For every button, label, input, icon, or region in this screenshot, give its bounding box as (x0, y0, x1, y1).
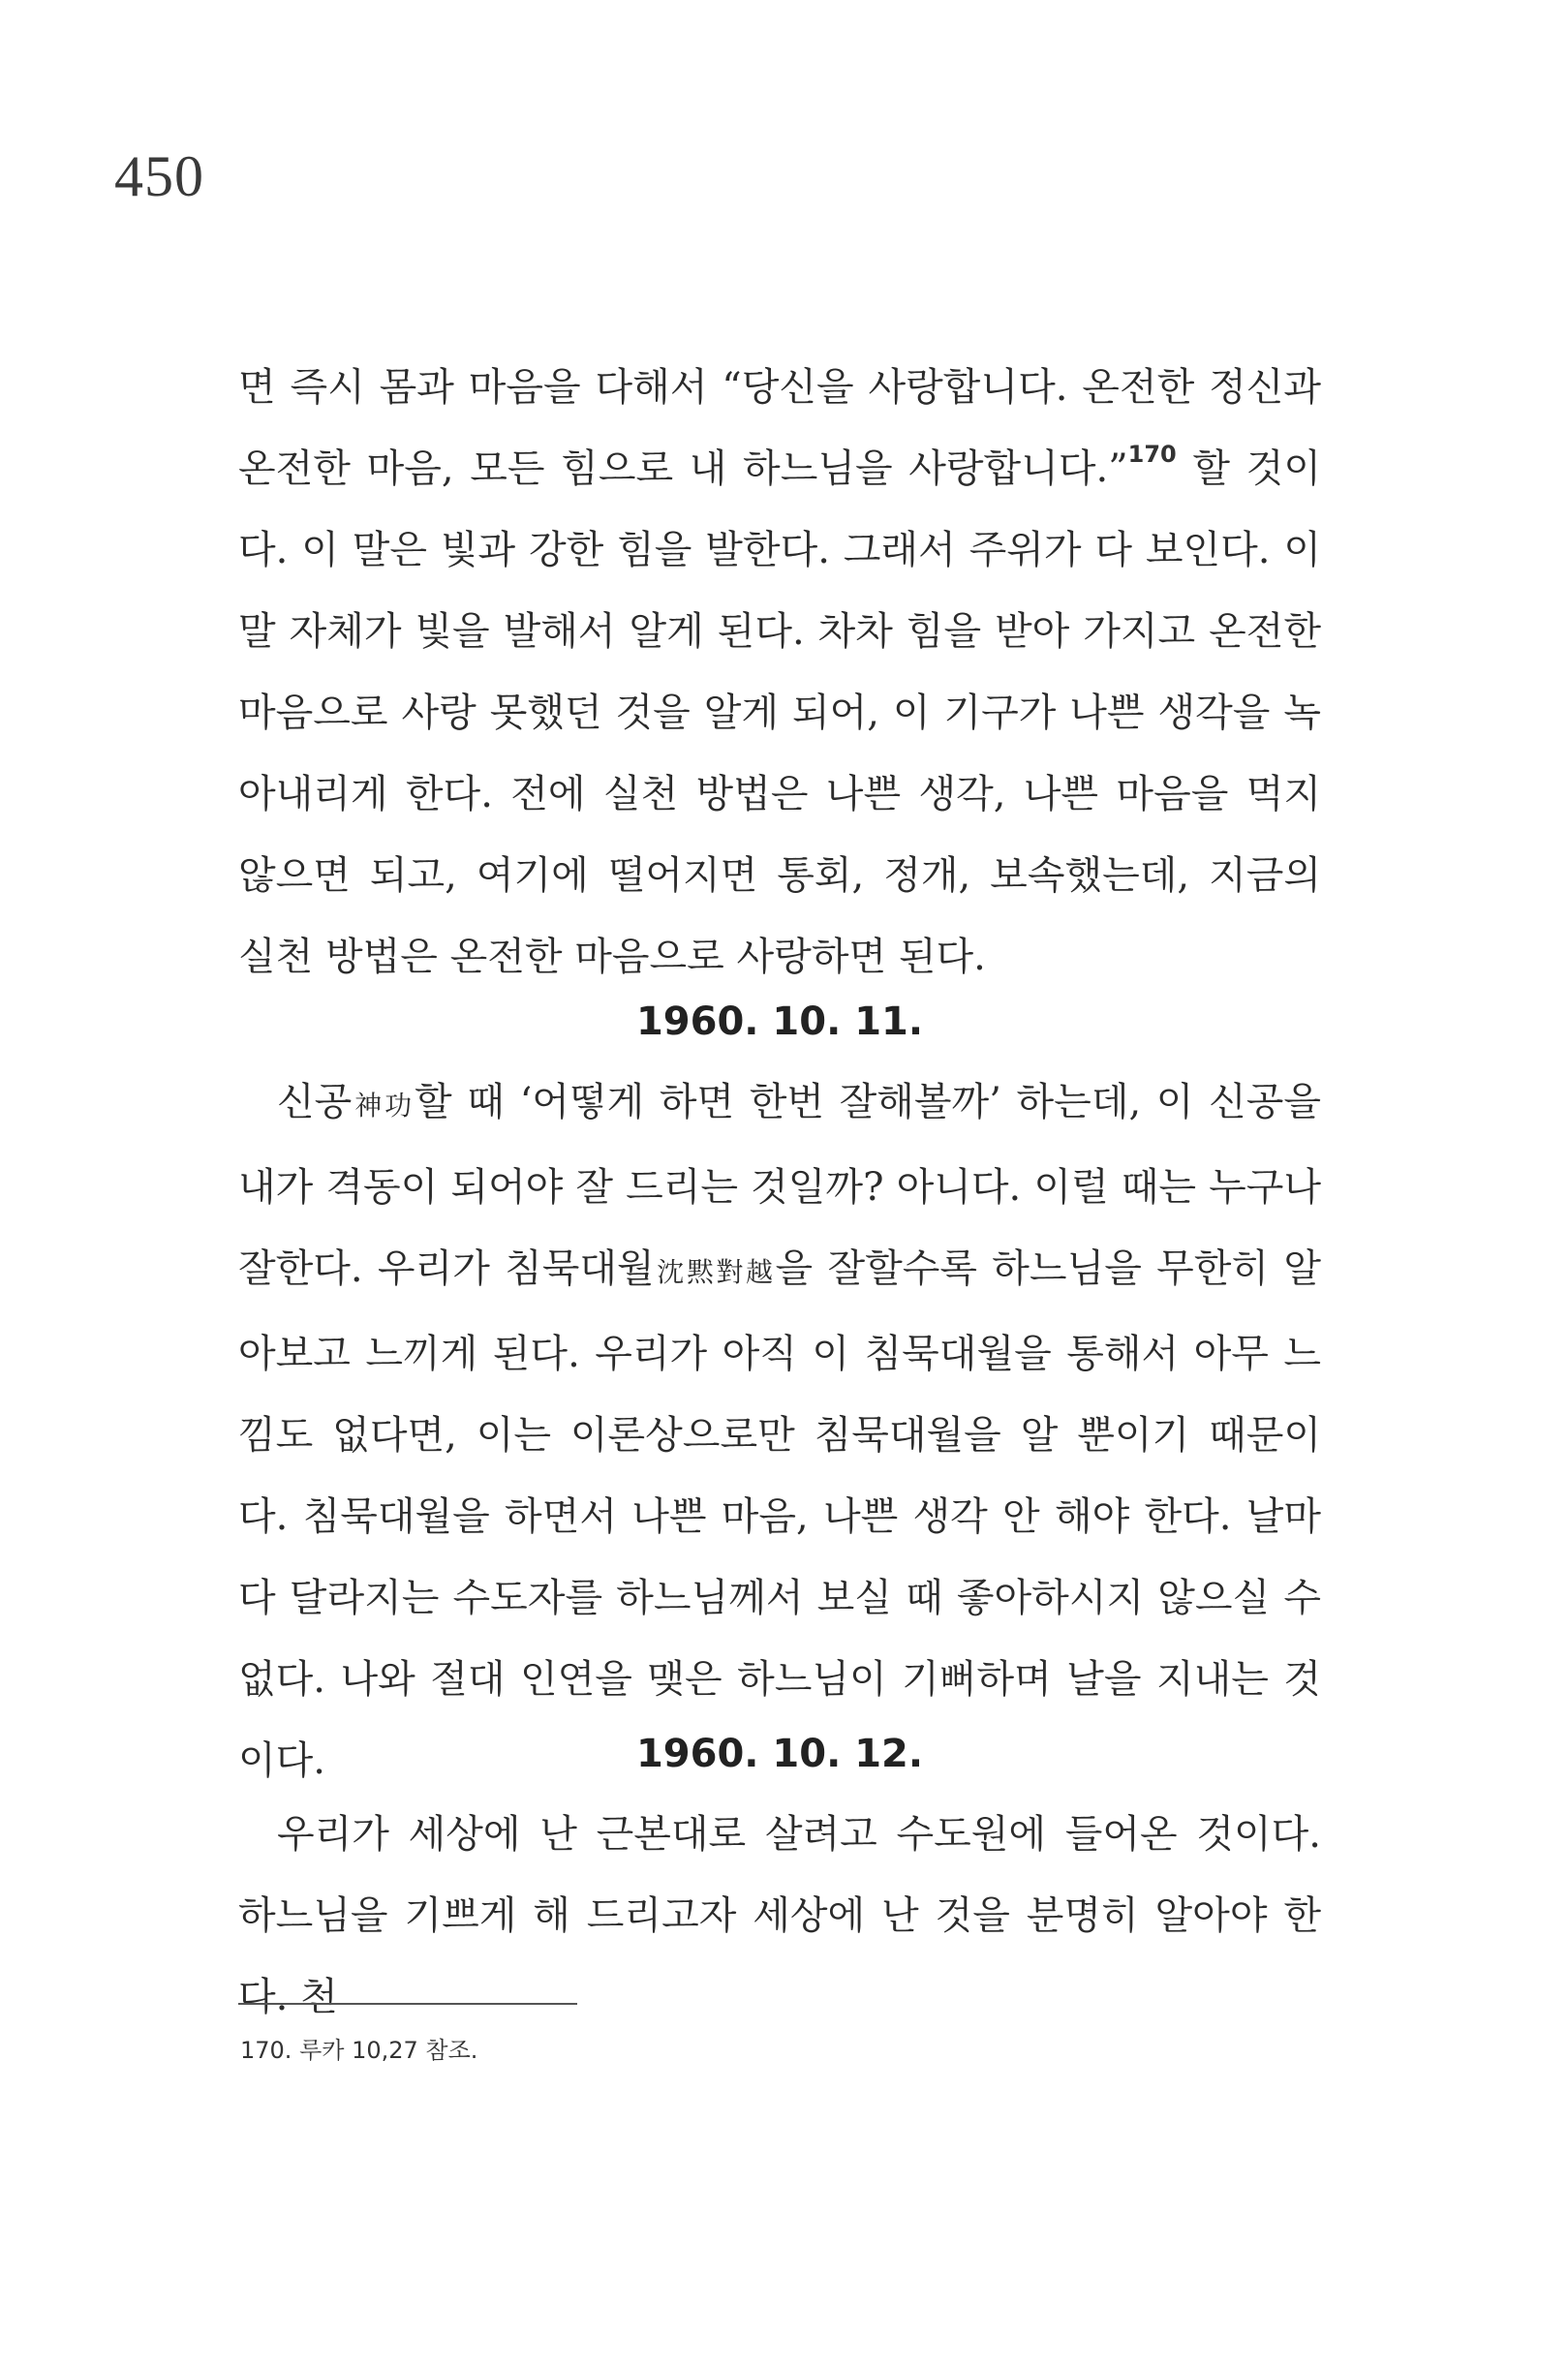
footnote-divider (238, 2003, 577, 2005)
body-paragraph (238, 347, 1321, 998)
date-heading: 1960. 10. 11. (635, 999, 924, 1044)
body-paragraph (238, 1794, 1321, 2038)
paragraph-text: 할 것이다. 이 말은 빛과 강한 힘을 발한다. 그래서 주위가 다 보인다. 이 말 자체가 빛을 발해서 알게 된다. 차차 힘을 받아 가지고 온전한 마음으로 사랑 못했던 것을 알게 되어, 이 기구가 나쁜 생각을 녹아내리게 한다. 전에 실천 방법은 나쁜 생각, 나쁜 마음을 먹지 않으면 되고, 여기에 떨어지면 통회, 정개, 보속했는데, 지금의 실천 방법은 온전한 마음으로 사랑하면 된다. (238, 446, 1321, 979)
paragraph-text: 할 때 ‘어떻게 하면 한번 잘해볼까’ 하는데, 이 신공을 내가 격동이 되어야 잘 드리는 것일까? 아니다. 이럴 때는 누구나 잘한다. 우리가 침묵대월 (238, 1080, 1321, 1291)
paragraph-text: 신공 (277, 1080, 353, 1124)
paragraph-text: 우리가 세상에 난 근본대로 살려고 수도원에 들어온 것이다. 하느님을 기쁘게 해 드리고자 세상에 난 것을 분명히 알아야 한다. 천 (238, 1812, 1321, 2019)
hanja-annotation: 沈黙對越 (654, 1256, 776, 1288)
date-heading: 1960. 10. 12. (635, 1732, 924, 1776)
hanja-annotation: 神功 (352, 1090, 415, 1122)
paragraph-text: 면 즉시 몸과 마음을 다해서 “당신을 사랑합니다. 온전한 정신과 온전한 마음, 모든 힘으로 내 하느님을 사랑합니다.” (238, 365, 1321, 491)
page-number: 450 (114, 144, 204, 208)
body-paragraph (238, 1061, 1321, 1801)
footnote: 170. 루카 10,27 참조. (240, 2037, 478, 2064)
paragraph-text: 을 잘할수록 하느님을 무한히 알아보고 느끼게 된다. 우리가 아직 이 침묵대월을 통해서 아무 느낌도 없다면, 이는 이론상으로만 침묵대월을 알 뿐이기 때문이다. 침묵대월을 하면서 나쁜 마음, 나쁜 생각 안 해야 한다. 날마다 달라지는 수도자를 하느님께서 보실 때 좋아하시지 않으실 수 없다. 나와 절대 인연을 맺은 하느님이 기뻐하며 날을 지내는 것이다. (238, 1246, 1321, 1783)
footnote-reference[interactable]: 170 (1127, 441, 1177, 468)
